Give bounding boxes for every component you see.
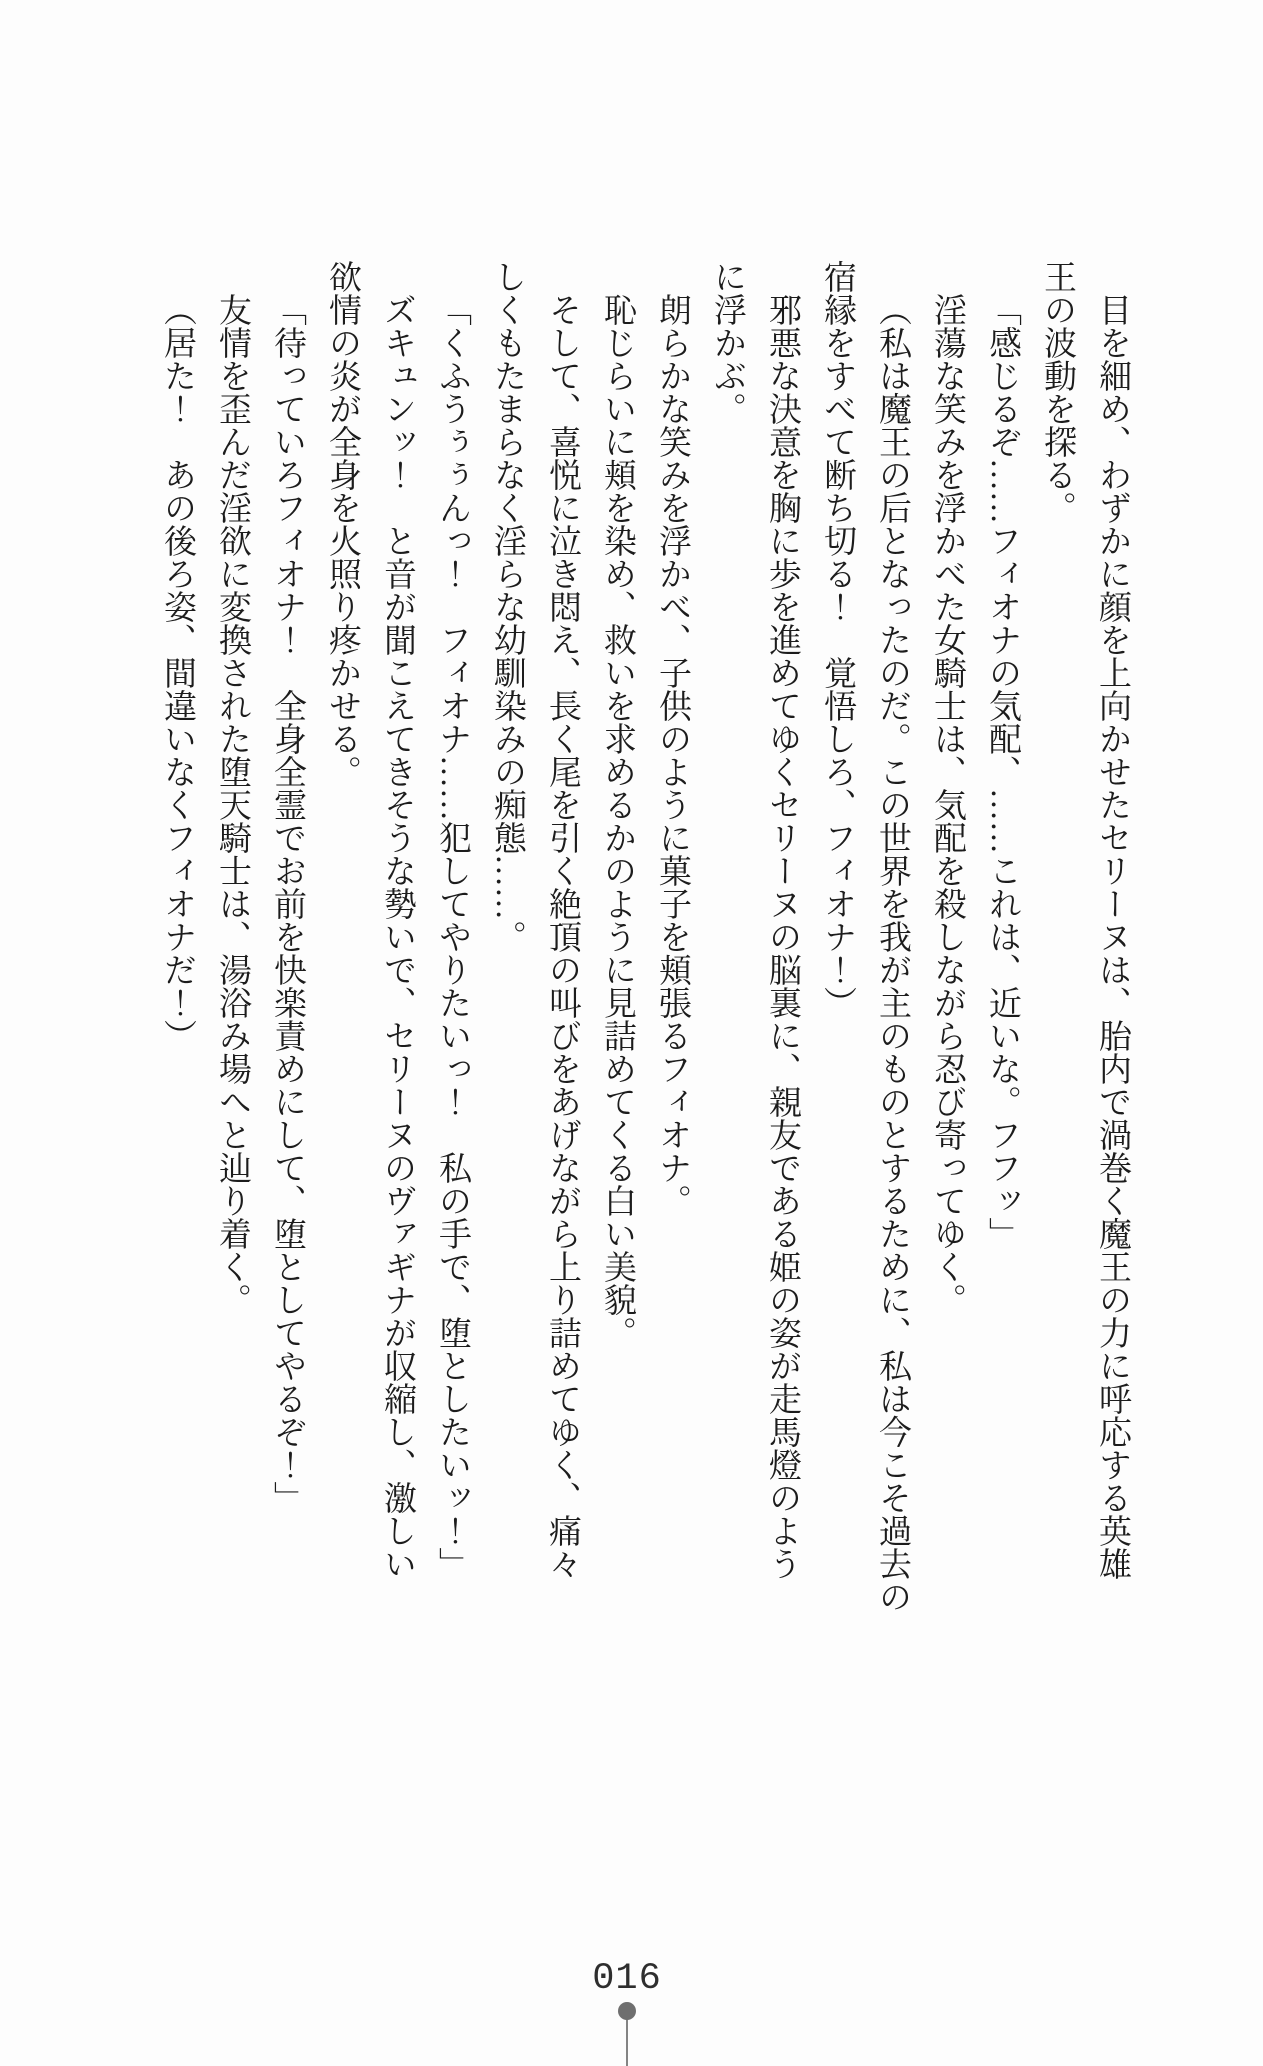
text-line: に浮かぶ。 [709, 260, 745, 425]
text-line: 「感じるぞ……フィオナの気配、……これは、近いな。フフッ」 [984, 293, 1020, 1250]
page-marker-dot [618, 2002, 636, 2020]
page-marker-line [626, 2012, 628, 2066]
text-line: ズキュンッ！ と音が聞こえてきそうな勢いで、セリーヌのヴァギナが収縮し、激しい [379, 293, 415, 1580]
text-line: 「くふうぅぅんっ！ フィオナ……犯してやりたいっ！ 私の手で、堕としたいッ！」 [434, 293, 470, 1580]
vertical-text-block [149, 260, 1139, 1613]
text-line: そして、喜悦に泣き悶え、長く尾を引く絶頂の叫びをあげながら上り詰めてゆく、痛々 [544, 293, 580, 1580]
text-line: 王の波動を探る。 [1039, 260, 1075, 524]
text-line: （私は魔王の后となったのだ。この世界を我が主のものとするために、私は今こそ過去の [874, 293, 910, 1613]
text-line: 「待っていろフィオナ！ 全身全霊でお前を快楽責めにして、堕としてやるぞ！」 [269, 293, 305, 1514]
text-line: しくもたまらなく淫らな幼馴染みの痴態……。 [489, 260, 525, 953]
text-line: （居た！ あの後ろ姿、間違いなくフィオナだ！） [159, 293, 195, 1052]
text-line: 邪悪な決意を胸に歩を進めてゆくセリーヌの脳裏に、親友である姫の姿が走馬燈のよう [764, 293, 800, 1580]
text-line: 朗らかな笑みを浮かべ、子供のように菓子を頬張るフィオナ。 [654, 293, 690, 1217]
page-number: 016 [592, 1958, 662, 2000]
text-line: 友情を歪んだ淫欲に変換された堕天騎士は、湯浴み場へと辿り着く。 [214, 293, 250, 1316]
text-line: 宿縁をすべて断ち切る！ 覚悟しろ、フィオナ！） [819, 260, 855, 1019]
text-line: 淫蕩な笑みを浮かべた女騎士は、気配を殺しながら忍び寄ってゆく。 [929, 293, 965, 1316]
text-line: 恥じらいに頬を染め、救いを求めるかのように見詰めてくる白い美貌。 [599, 293, 635, 1349]
text-line: 欲情の炎が全身を火照り疼かせる。 [324, 260, 360, 788]
text-line: 目を細め、わずかに顔を上向かせたセリーヌは、胎内で渦巻く魔王の力に呼応する英雄 [1094, 293, 1130, 1580]
